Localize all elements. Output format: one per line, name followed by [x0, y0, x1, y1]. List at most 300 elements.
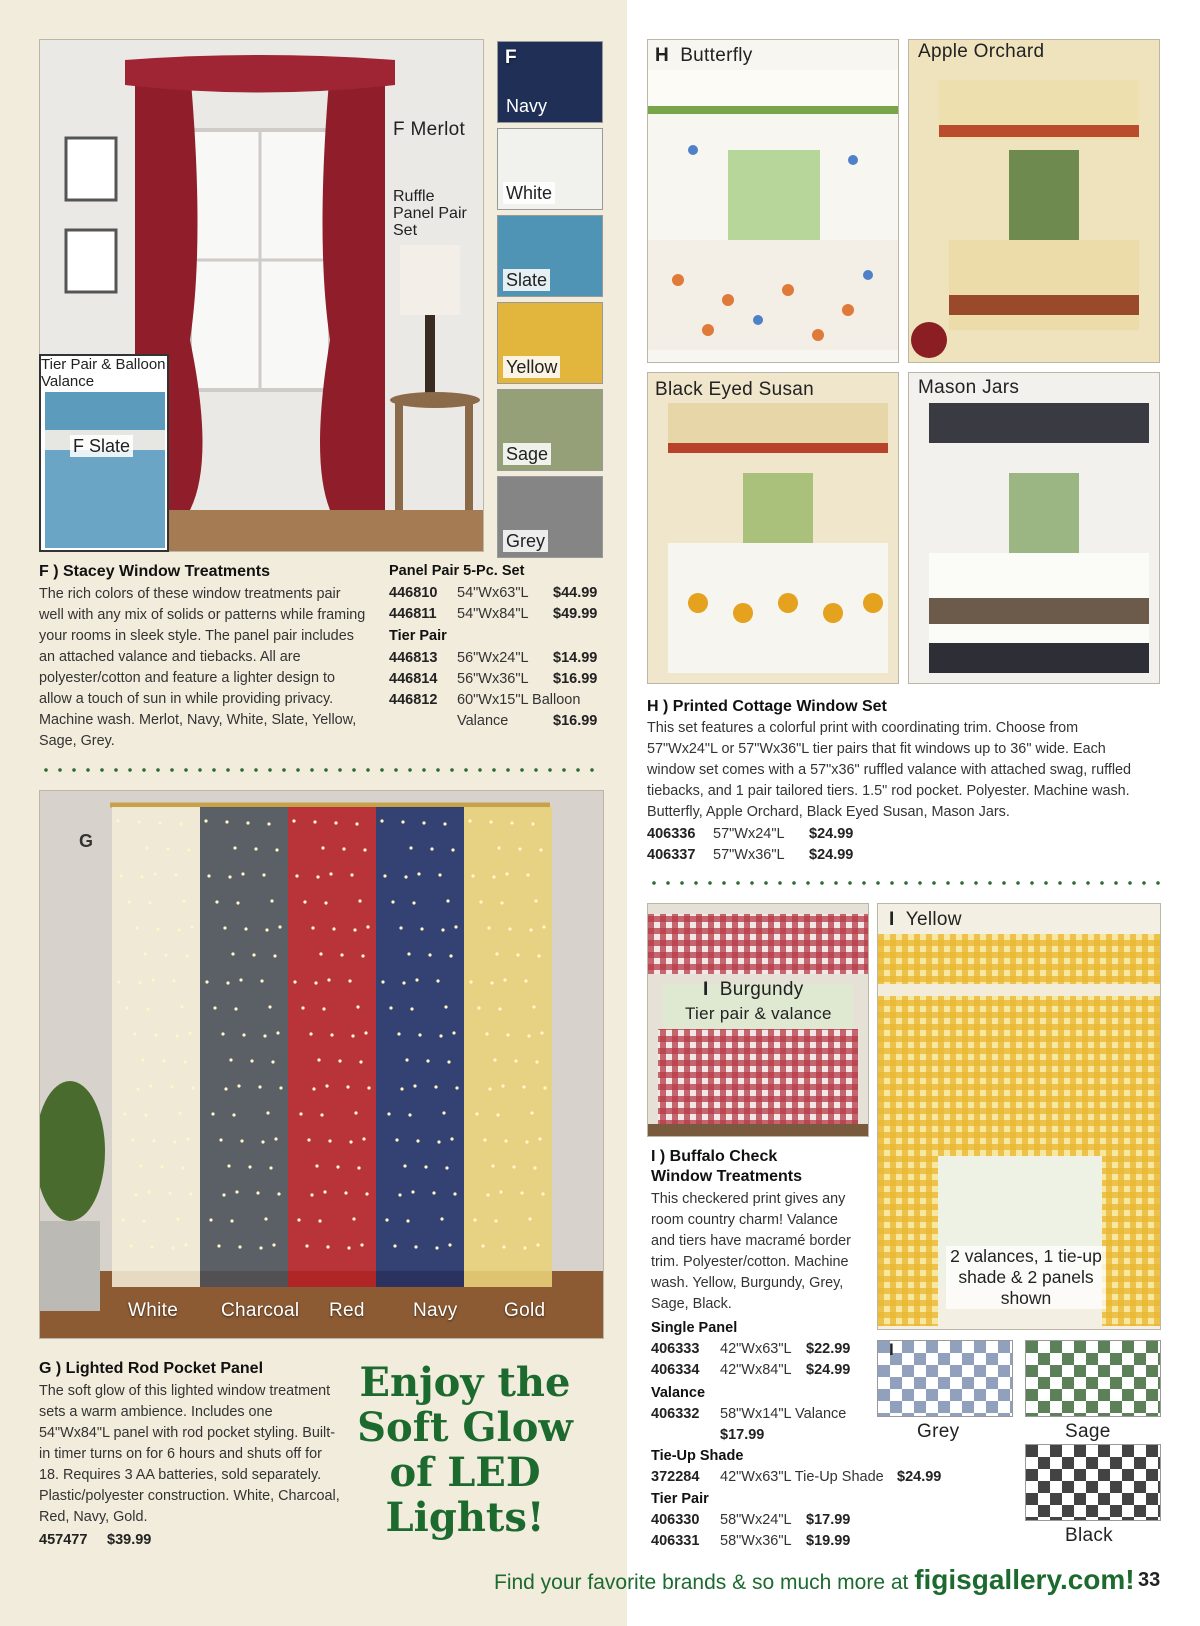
led-dot [153, 872, 156, 875]
led-dot [446, 899, 449, 902]
price: $49.99 [553, 606, 598, 622]
i-swatch-label: Sage [1065, 1421, 1111, 1442]
led-dot [182, 899, 185, 902]
led-dot [172, 979, 175, 982]
led-dot [173, 1140, 176, 1143]
price: $24.99 [809, 826, 854, 842]
led-dot [486, 1193, 489, 1196]
led-dot [237, 1084, 240, 1087]
led-dot [497, 846, 500, 849]
led-dot [437, 1140, 440, 1143]
i-description: This checkered print gives any room country charm! Valance and tiers have macramé border trim. Polyester/cotton. Machine wash. Yellow, Burgundy, Grey, Sage, Black. [651, 1191, 851, 1312]
led-dot [150, 1245, 153, 1248]
led-dot [485, 1032, 488, 1035]
led-dot [236, 901, 239, 904]
tier-pair-balloon-label: Tier Pair & Balloon Valance [41, 356, 166, 390]
led-dot [481, 1244, 484, 1247]
led-dot [439, 1034, 442, 1037]
led-dot [234, 1007, 237, 1010]
led-dot [272, 1243, 275, 1246]
led-dot [235, 1190, 238, 1193]
led-dot [312, 1087, 315, 1090]
f-group-panel-pair: Panel Pair 5-Pc. Set [389, 563, 525, 579]
led-dot [324, 901, 327, 904]
led-dot [381, 980, 384, 983]
size: 58"Wx24"L [720, 1512, 792, 1528]
g-color-label-red: Red [329, 1300, 365, 1321]
led-dot [146, 1007, 149, 1010]
led-dot [453, 1192, 456, 1195]
led-dot [406, 1219, 409, 1222]
led-dot [246, 821, 249, 824]
led-dot [355, 822, 358, 825]
led-dot [138, 981, 141, 984]
led-dot [499, 1190, 502, 1193]
led-dot [428, 953, 431, 956]
led-dot [160, 1165, 163, 1168]
led-dot [420, 927, 423, 930]
led-dot [275, 848, 278, 851]
price: $19.99 [806, 1533, 851, 1549]
led-dot [184, 1243, 187, 1246]
led-dot [221, 1032, 224, 1035]
led-dot [351, 1034, 354, 1037]
f-swatch-letter: F [505, 47, 517, 68]
size: 58"Wx36"L [720, 1533, 792, 1549]
led-dot [505, 872, 508, 875]
led-dot [204, 819, 207, 822]
led-dot [330, 1033, 333, 1036]
f-swatch-label: Yellow [503, 356, 560, 378]
led-dot [454, 925, 457, 928]
led-dot [451, 848, 454, 851]
led-dot [258, 1085, 261, 1088]
g-color-label-charcoal: Charcoal [221, 1300, 300, 1321]
led-dot [352, 1217, 355, 1220]
led-dot [117, 980, 120, 983]
i-group-valance: Valance [651, 1385, 706, 1401]
footer-site-link[interactable]: figisgallery.com! [914, 1564, 1135, 1595]
led-dot [493, 1058, 496, 1061]
led-dot [230, 1219, 233, 1222]
led-dot [209, 1218, 212, 1221]
led-dot [219, 1138, 222, 1141]
led-dot [309, 1032, 312, 1035]
led-dot [277, 1192, 280, 1195]
size: 57"Wx24"L [713, 826, 785, 842]
i-swatch-sage [1025, 1340, 1161, 1417]
led-dot [270, 899, 273, 902]
i-title-2: Window Treatments [651, 1168, 802, 1185]
i-swatch-label: Black [1065, 1525, 1113, 1546]
led-dot [418, 1033, 421, 1036]
led-dot [318, 1219, 321, 1222]
led-dot [440, 1217, 443, 1220]
g-panel-gold [464, 807, 552, 1287]
g-description: The soft glow of this lighted window treatment sets a warm ambience. Includes one 54"Wx84"L panel with rod pocket styling. Built-in timer turns on for 6 hours and shuts off for 18. Requires 3 AA batteries, sold separately. Plastic/polyester construction. White, Charcoal, Red, Navy, Gold. [39, 1383, 340, 1525]
led-dot [125, 1006, 128, 1009]
footer-tagline: Find your favorite brands & so much more at figisgallery.com! [494, 1564, 1135, 1595]
led-dot [512, 1165, 515, 1168]
led-dot [248, 1165, 251, 1168]
led-dot [524, 979, 527, 982]
led-dot [142, 1219, 145, 1222]
led-dot [449, 954, 452, 957]
led-dot [358, 899, 361, 902]
led-dot [523, 1246, 526, 1249]
led-dot [256, 1191, 259, 1194]
led-dot [301, 1006, 304, 1009]
led-dot [181, 1166, 184, 1169]
led-dot [147, 1190, 150, 1193]
led-dot [346, 1085, 349, 1088]
led-dot [528, 1217, 531, 1220]
led-dot [350, 873, 353, 876]
led-dot [177, 928, 180, 931]
led-dot [175, 1034, 178, 1037]
led-dot [225, 820, 228, 823]
led-dot [414, 1245, 417, 1248]
led-dot [295, 874, 298, 877]
led-dot [405, 1058, 408, 1061]
i-swatch-black [1025, 1444, 1161, 1521]
led-dot [490, 981, 493, 984]
led-dot [261, 1140, 264, 1143]
led-dot [436, 979, 439, 982]
led-dot [417, 872, 420, 875]
led-dot [266, 1111, 269, 1114]
led-dot [534, 899, 537, 902]
led-dot [531, 822, 534, 825]
apple-orchard-label: Apple Orchard [918, 41, 1045, 62]
led-dot [415, 978, 418, 981]
led-dot [207, 874, 210, 877]
led-dot [500, 901, 503, 904]
led-dot [176, 1217, 179, 1220]
led-dot [279, 1086, 282, 1089]
led-dot [422, 821, 425, 824]
led-dot [244, 927, 247, 930]
sku: 446813 [389, 650, 438, 666]
led-dot [152, 1139, 155, 1142]
led-dot [265, 928, 268, 931]
led-dot [502, 1245, 505, 1248]
led-dot [536, 1243, 539, 1246]
led-dot [310, 1193, 313, 1196]
led-dot [211, 1112, 214, 1115]
led-dot [311, 926, 314, 929]
led-dot [412, 901, 415, 904]
led-dot [535, 1060, 538, 1063]
led-dot [391, 900, 394, 903]
i-title-1: I ) Buffalo Check [651, 1148, 778, 1165]
led-dot [538, 1137, 541, 1140]
led-dot [325, 1084, 328, 1087]
butterfly-label: H Butterfly [655, 45, 753, 66]
led-dot [174, 873, 177, 876]
led-dot [483, 1138, 486, 1141]
g-letter: G [79, 831, 94, 851]
led-dot [254, 847, 257, 850]
led-dot [508, 927, 511, 930]
price: $24.99 [809, 847, 854, 863]
led-dot [380, 819, 383, 822]
led-dot [326, 1245, 329, 1248]
led-dot [395, 1138, 398, 1141]
led-dot [432, 1191, 435, 1194]
led-dot [154, 1033, 157, 1036]
led-dot [313, 820, 316, 823]
led-dot [140, 875, 143, 878]
led-dot [156, 927, 159, 930]
g-panel-charcoal [200, 807, 288, 1287]
led-dot [267, 822, 270, 825]
led-dot [413, 1084, 416, 1087]
led-dot [514, 1059, 517, 1062]
led-dot [360, 1243, 363, 1246]
g-color-label-navy: Navy [413, 1300, 458, 1321]
led-dot [119, 874, 122, 877]
led-dot [143, 952, 146, 955]
led-dot [269, 1166, 272, 1169]
page-number: 33 [1138, 1569, 1161, 1591]
led-dot [477, 1006, 480, 1009]
led-dot [262, 873, 265, 876]
led-dot [426, 1059, 429, 1062]
burgundy-sub-label: Tier pair & valance [685, 1004, 832, 1023]
led-dot [494, 1219, 497, 1222]
g-color-label-white: White [128, 1300, 179, 1321]
led-dot [526, 873, 529, 876]
led-dot [334, 821, 337, 824]
led-dot [292, 819, 295, 822]
price: $44.99 [553, 585, 598, 601]
led-dot [520, 1191, 523, 1194]
led-dot [224, 1087, 227, 1090]
led-dot [274, 1137, 277, 1140]
led-dot [435, 1246, 438, 1249]
led-dot [315, 1164, 318, 1167]
led-dot [443, 822, 446, 825]
led-dot [134, 1193, 137, 1196]
g-color-label-gold: Gold [504, 1300, 546, 1321]
led-dot [410, 1007, 413, 1010]
led-dot [321, 846, 324, 849]
led-dot [488, 1087, 491, 1090]
price: $14.99 [553, 650, 598, 666]
size: 54"Wx63"L [457, 585, 529, 601]
led-headline: Enjoy the Soft Glow of LED Lights! [357, 1359, 573, 1541]
led-dot [455, 1086, 458, 1089]
led-dot [127, 900, 130, 903]
led-dot [259, 1246, 262, 1249]
led-dot [349, 1140, 352, 1143]
led-dot [317, 1058, 320, 1061]
divider-dots-right [647, 881, 1162, 885]
led-dot [171, 1246, 174, 1249]
led-dot [238, 1245, 241, 1248]
led-dot [416, 1139, 419, 1142]
led-dot [450, 1137, 453, 1140]
lighted-panel-photo [39, 790, 604, 1339]
led-dot [354, 1111, 357, 1114]
led-dot [215, 900, 218, 903]
led-dot [539, 848, 542, 851]
led-dot [385, 1218, 388, 1221]
h-description: This set features a colorful print with coordinating trim. Choose from 57"Wx24"L or 57"Wx36"L tier pairs that fit windows up to 36" wide. Each window set comes with a 57"x36" ruffled valance with attached swag, ruffled tiebacks, and 1 pair tailored tiers. 1.5" rod pocket. Polyester. Machine wash. Butterfly, Apple Orchard, Black Eyed Susan, Mason Jars. [647, 720, 1132, 820]
led-dot [359, 1060, 362, 1063]
led-dot [307, 1138, 310, 1141]
led-dot [387, 1112, 390, 1115]
led-dot [448, 1243, 451, 1246]
led-dot [314, 981, 317, 984]
i-swatch-label: Grey [917, 1421, 960, 1442]
led-dot [383, 874, 386, 877]
led-dot [529, 928, 532, 931]
burgundy-label: I Burgundy [703, 979, 804, 1000]
led-dot [131, 1138, 134, 1141]
led-dot [522, 1085, 525, 1088]
led-dot [297, 1218, 300, 1221]
sku: 406337 [647, 847, 696, 863]
led-dot [409, 846, 412, 849]
black-eyed-susan-photo [647, 372, 899, 684]
led-dot [347, 1246, 350, 1249]
led-dot [332, 927, 335, 930]
slate-inset-label: F Slate [70, 435, 133, 457]
led-dot [158, 821, 161, 824]
led-dot [322, 1007, 325, 1010]
led-dot [121, 1218, 124, 1221]
sku: 446814 [389, 671, 438, 687]
led-dot [444, 1005, 447, 1008]
i-tieup-row: 372284 42"Wx63"L Tie-Up Shade $24.99 [651, 1469, 942, 1485]
led-dot [342, 847, 345, 850]
led-dot [398, 1193, 401, 1196]
led-dot [328, 1139, 331, 1142]
led-dot [271, 1060, 274, 1063]
led-dot [401, 820, 404, 823]
led-dot [217, 1244, 220, 1247]
led-dot [540, 1031, 543, 1034]
led-dot [329, 872, 332, 875]
led-dot [213, 1006, 216, 1009]
led-dot [144, 1113, 147, 1116]
led-dot [492, 875, 495, 878]
price-row [389, 650, 597, 666]
sku: 446810 [389, 585, 438, 601]
g-panel-red [288, 807, 376, 1287]
led-dot [226, 981, 229, 984]
size: 57"Wx36"L [713, 847, 785, 863]
ruffle-panel-label: Ruffle Panel Pair Set [393, 188, 467, 239]
led-dot [229, 1058, 232, 1061]
led-dot [162, 1059, 165, 1062]
led-dot [468, 819, 471, 822]
mason-jars-photo [908, 372, 1160, 684]
led-dot [319, 952, 322, 955]
led-dot [232, 1113, 235, 1116]
led-dot [340, 953, 343, 956]
led-dot [327, 978, 330, 981]
led-dot [393, 1244, 396, 1247]
led-dot [537, 954, 540, 957]
led-dot [239, 978, 242, 981]
led-dot [404, 875, 407, 878]
led-dot [542, 925, 545, 928]
led-dot [276, 1031, 279, 1034]
led-dot [344, 1191, 347, 1194]
g-panel-white [112, 807, 200, 1287]
i-swatch-grey [877, 1340, 1013, 1417]
divider-dots-left [39, 768, 604, 772]
yellow-label: I Yellow [889, 909, 962, 930]
led-dot [278, 925, 281, 928]
f-swatch-label: Grey [503, 530, 548, 552]
led-dot [541, 1192, 544, 1195]
led-dot [447, 1060, 450, 1063]
led-dot [148, 901, 151, 904]
h-title: H ) Printed Cottage Window Set [647, 698, 887, 715]
led-dot [323, 1190, 326, 1193]
led-dot [263, 1034, 266, 1037]
price-row [389, 606, 597, 622]
price-row [647, 826, 853, 842]
led-dot [303, 900, 306, 903]
led-dot [186, 1137, 189, 1140]
led-dot [445, 1166, 448, 1169]
f-swatch-label: Slate [503, 269, 550, 291]
f-title: F ) Stacey Window Treatments [39, 563, 271, 580]
led-dot [441, 928, 444, 931]
sku: 406331 [651, 1533, 700, 1549]
size: 54"Wx84"L [457, 606, 529, 622]
led-dot [336, 1165, 339, 1168]
apple-orchard-photo [908, 39, 1160, 363]
led-dot [533, 1166, 536, 1169]
led-dot [400, 1087, 403, 1090]
led-dot [357, 1166, 360, 1169]
i-valance-price: $17.99 [720, 1427, 765, 1443]
led-dot [366, 925, 369, 928]
i-valance-row: 406332 58"Wx14"L Valance [651, 1406, 847, 1422]
f-swatch-label: Navy [506, 96, 548, 116]
led-dot [498, 1007, 501, 1010]
led-dot [137, 820, 140, 823]
size: 42"Wx63"L [720, 1341, 792, 1357]
led-dot [365, 1192, 368, 1195]
led-dot [489, 820, 492, 823]
led-dot [187, 848, 190, 851]
led-dot [179, 822, 182, 825]
led-dot [389, 1006, 392, 1009]
led-dot [185, 954, 188, 957]
led-dot [228, 875, 231, 878]
f-swatch-label: Sage [503, 443, 551, 465]
led-dot [242, 1033, 245, 1036]
led-dot [293, 980, 296, 983]
led-dot [525, 1140, 528, 1143]
led-dot [233, 846, 236, 849]
led-dot [408, 1113, 411, 1116]
led-dot [168, 1191, 171, 1194]
led-dot [241, 872, 244, 875]
led-dot [532, 1005, 535, 1008]
led-dot [361, 954, 364, 957]
led-dot [227, 1164, 230, 1167]
led-dot [316, 875, 319, 878]
led-dot [411, 1190, 414, 1193]
